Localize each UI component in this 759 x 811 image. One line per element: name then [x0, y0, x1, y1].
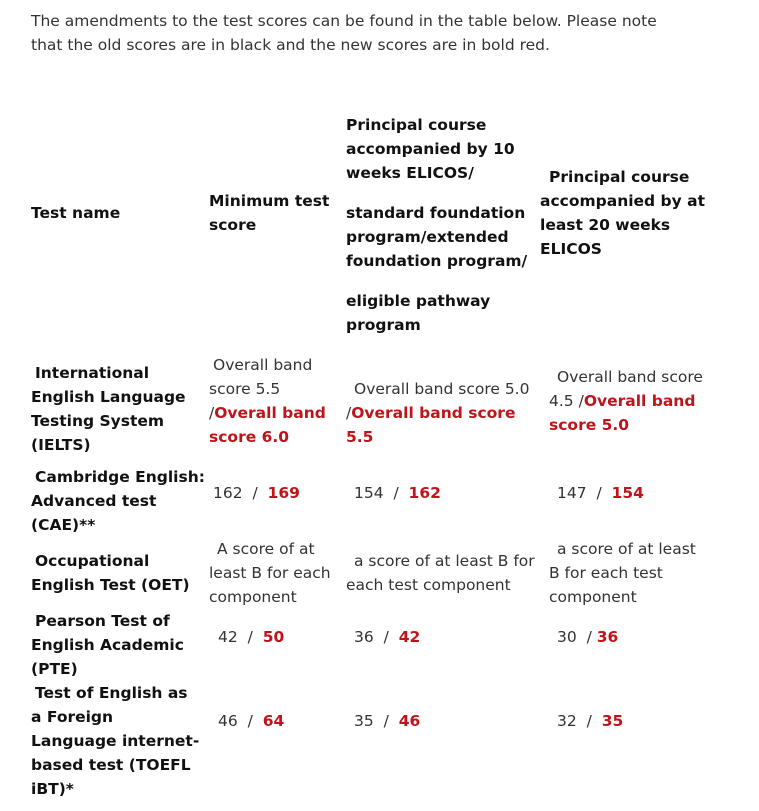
separator: /	[383, 628, 389, 646]
row-name-pte: Pearson Test of English Academic (PTE)	[31, 612, 184, 678]
cell-pte-10-weeks	[354, 625, 534, 649]
cell-pte-minimum	[218, 625, 338, 649]
separator: /	[346, 404, 352, 422]
header-10-weeks-elicos	[346, 113, 531, 337]
separator: /	[383, 712, 389, 730]
header-10-weeks-part2: standard foundation program/extended foundation program/	[346, 204, 528, 270]
cell-oet-10-weeks: a score of at least B for each test component	[346, 552, 535, 594]
cell-ielts-minimum	[209, 353, 334, 449]
header-10-weeks-part1: Principal course accompanied by 10 weeks ELICOS/	[346, 116, 515, 182]
new-score: 35	[601, 712, 624, 730]
new-score: Overall band score 5.5	[346, 404, 516, 446]
new-score: 64	[262, 712, 285, 730]
header-minimum-score: Minimum test score	[209, 192, 330, 234]
cell-oet-minimum: A score of at least B for each component	[209, 540, 331, 606]
old-score: 36	[354, 628, 374, 646]
cell-cae-20-weeks	[557, 481, 727, 505]
old-score: 162	[213, 484, 243, 502]
new-score: 50	[262, 628, 285, 646]
new-score: 162	[408, 484, 441, 502]
header-20-weeks-elicos	[540, 165, 729, 261]
intro-paragraph	[31, 9, 721, 57]
old-score: Overall band score 4.5	[549, 368, 703, 410]
old-score: Overall band score 5.5	[209, 356, 313, 398]
new-score: 36	[596, 628, 619, 646]
row-name-cae: Cambridge English: Advanced test (CAE)**	[31, 468, 205, 534]
separator: /	[393, 484, 399, 502]
old-score: 35	[354, 712, 374, 730]
old-score: 154	[354, 484, 384, 502]
cell-toefl-10-weeks	[354, 709, 534, 733]
new-score: 154	[611, 484, 644, 502]
header-20-weeks-label: Principal course accompanied by at least 20 weeks ELICOS	[540, 168, 706, 258]
old-score: Overall band score 5.0	[354, 380, 530, 398]
intro-line-1: The amendments to the test scores can be found in the table below. Please note	[31, 12, 657, 30]
new-score: 169	[267, 484, 300, 502]
separator: /	[586, 712, 592, 730]
separator: /	[252, 484, 258, 502]
cell-ielts-10-weeks	[346, 377, 546, 449]
cell-cae-minimum	[213, 481, 338, 505]
cell-cae-10-weeks	[354, 481, 534, 505]
separator: /	[247, 712, 253, 730]
cell-oet-20-weeks: a score of at least B for each test component	[549, 540, 696, 606]
separator: /	[596, 484, 602, 502]
old-score: 46	[218, 712, 238, 730]
row-name-toefl: Test of English as a Foreign Language internet-based test (TOEFL iBT)*	[31, 684, 200, 798]
old-score: 147	[557, 484, 587, 502]
new-score: Overall band score 6.0	[209, 404, 326, 446]
cell-toefl-20-weeks	[557, 709, 727, 733]
cell-pte-20-weeks	[557, 625, 727, 649]
old-score: 30	[557, 628, 577, 646]
row-name-oet: Occupational English Test (OET)	[31, 552, 190, 594]
row-name-ielts: International English Language Testing System (IELTS)	[31, 364, 186, 454]
new-score: 46	[398, 712, 421, 730]
separator: /	[586, 628, 592, 646]
cell-toefl-minimum	[218, 709, 338, 733]
intro-line-2: that the old scores are in black and the new scores are in bold red.	[31, 36, 550, 54]
separator: /	[209, 404, 215, 422]
old-score: 42	[218, 628, 238, 646]
separator: /	[578, 392, 584, 410]
old-score: 32	[557, 712, 577, 730]
separator: /	[247, 628, 253, 646]
new-score: 42	[398, 628, 421, 646]
header-10-weeks-part3: eligible pathway program	[346, 292, 491, 334]
cell-ielts-20-weeks	[549, 365, 714, 437]
new-score: Overall band score 5.0	[549, 392, 696, 434]
header-test-name: Test name	[31, 204, 121, 222]
